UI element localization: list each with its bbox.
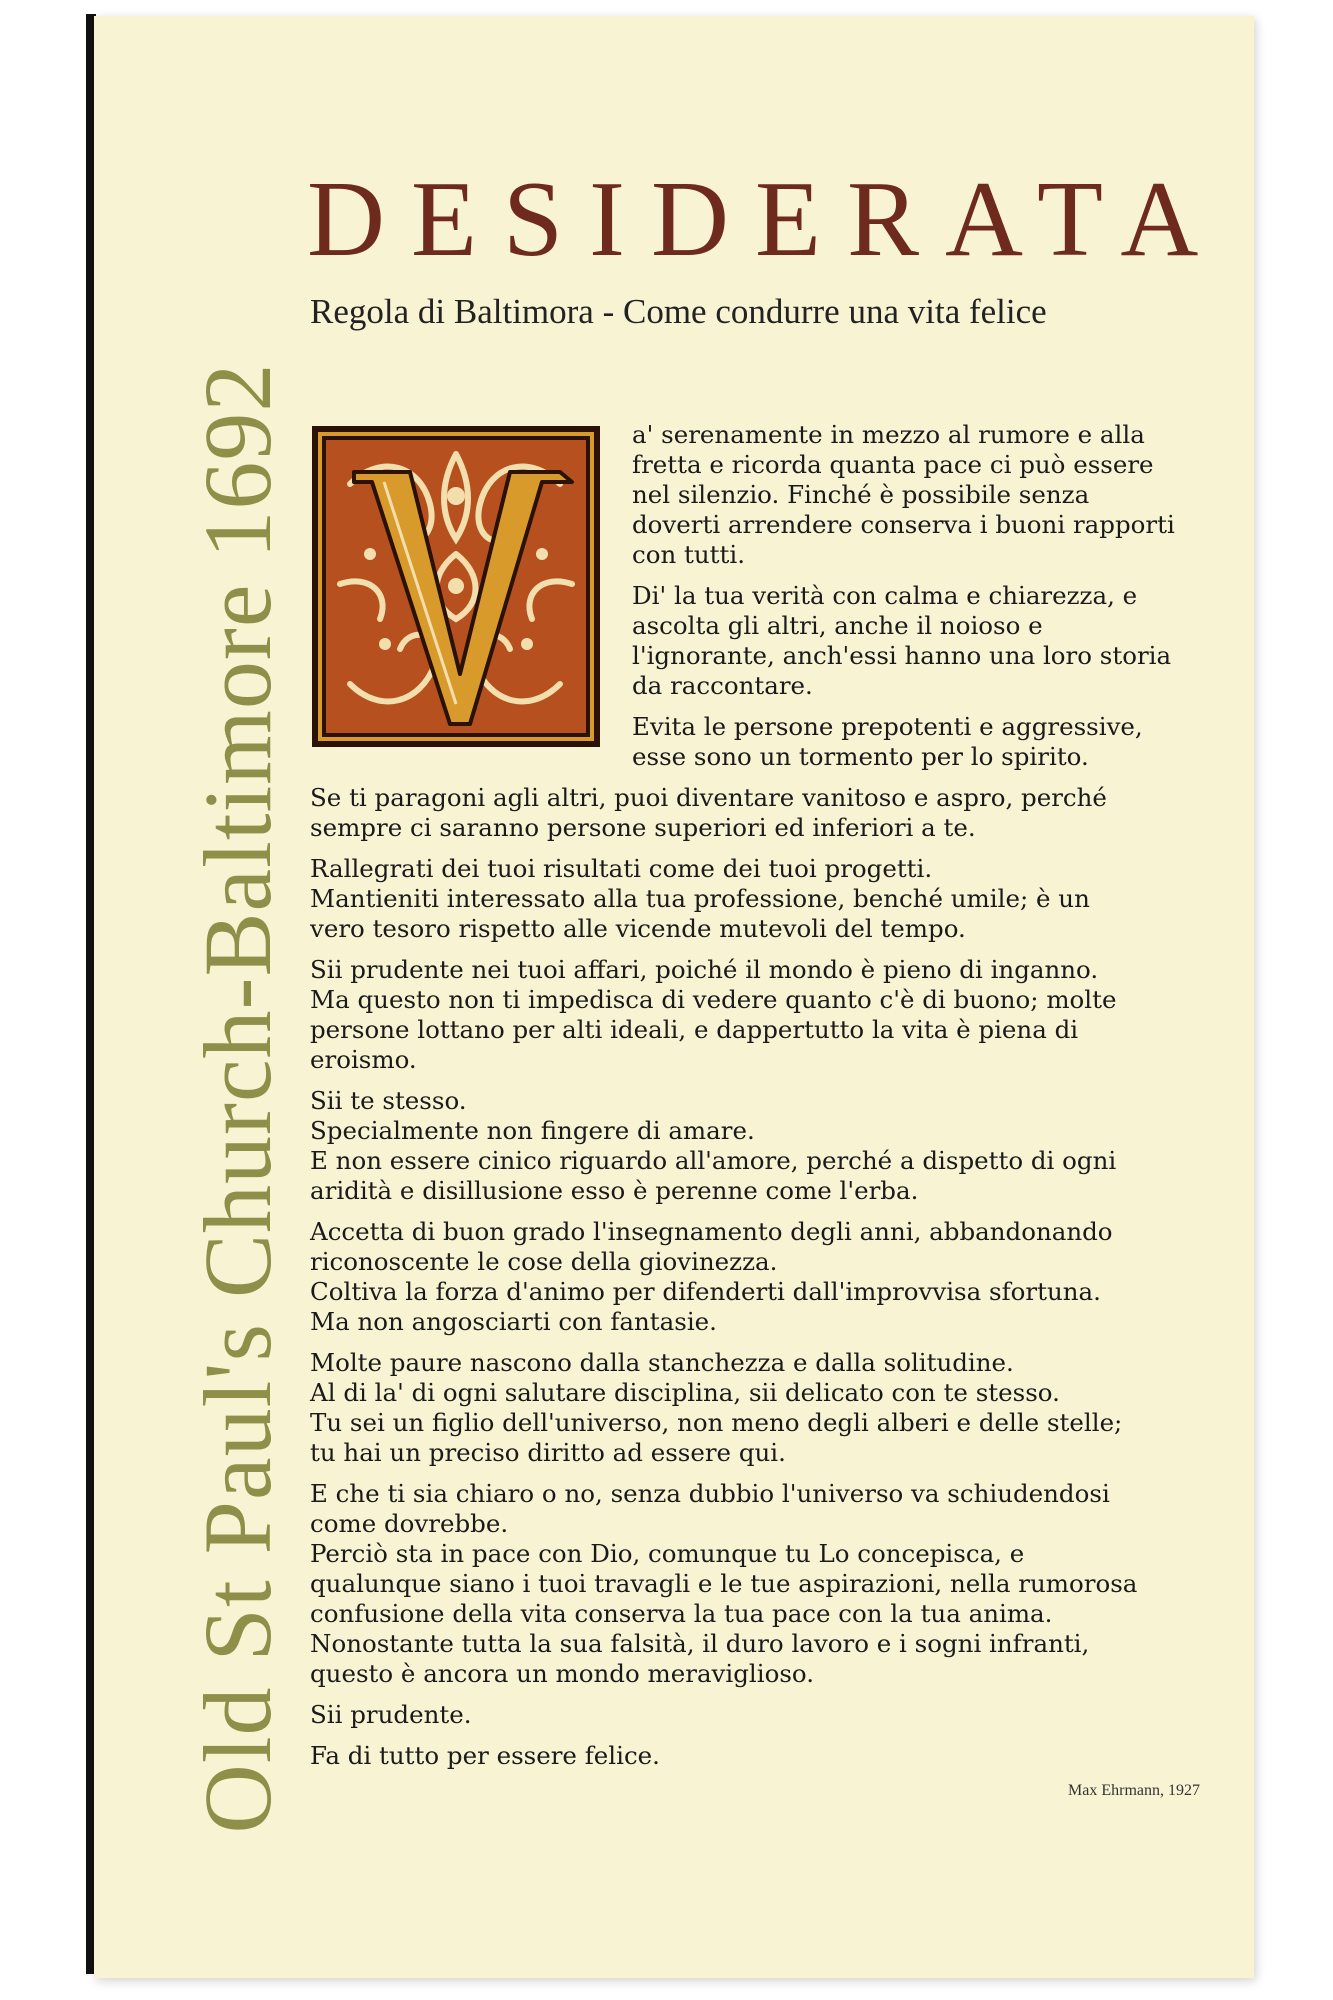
side-title xyxy=(184,148,291,2000)
poem-body xyxy=(310,420,1210,1782)
page-subtitle: Regola di Baltimora - Come condurre una vita felice xyxy=(310,292,1047,331)
side-title-rest: Paul's Church-Baltimore 1692 xyxy=(184,362,291,1555)
page-title: DESIDERATA xyxy=(307,160,1225,279)
author-signature: Max Ehrmann, 1927 xyxy=(1068,1782,1200,1799)
poem-paragraph: Fa di tutto per essere felice. xyxy=(310,1741,660,1770)
poem-paragraph: Se ti paragoni agli altri, puoi diventare vanitoso e aspro, perché sempre ci saranno persone superiori ed inferiori a te. xyxy=(310,783,1107,842)
poem-paragraph: Rallegrati dei tuoi risultati come dei tuoi progetti. Mantieniti interessato alla tua professione, benché umile; è un vero tesoro rispetto alle vicende mutevoli del tempo. xyxy=(310,854,1090,943)
side-title-prefix: Old St xyxy=(184,1579,291,1834)
poem-paragraph: Sii te stesso. Specialmente non fingere di amare. E non essere cinico riguardo all'amore, perché a dispetto di ogni aridità e disillusione esso è perenne come l'erba. xyxy=(310,1086,1117,1205)
poem-paragraph: a' serenamente in mezzo al rumore e alla fretta e ricorda quanta pace ci può essere nel silenzio. Finché è possibile senza doverti arrendere conserva i buoni rapporti con tutti. xyxy=(632,420,1175,569)
poem-paragraph: Sii prudente. xyxy=(310,1700,472,1729)
poem-paragraph: Molte paure nascono dalla stanchezza e dalla solitudine. Al di la' di ogni salutare disciplina, sii delicato con te stesso. Tu sei un figlio dell'universo, non meno degli alberi e delle stelle; tu hai un preciso diritto ad essere qui. xyxy=(310,1348,1123,1467)
poem-paragraph: Di' la tua verità con calma e chiarezza, e ascolta gli altri, anche il noioso e l'ignorante, anch'essi hanno una loro storia da raccontare. xyxy=(632,581,1172,700)
poem-paragraph: Evita le persone prepotenti e aggressive, esse sono un tormento per lo spirito. xyxy=(632,712,1143,771)
poem-paragraph: E che ti sia chiaro o no, senza dubbio l'universo va schiudendosi come dovrebbe. Perciò sta in pace con Dio, comunque tu Lo concepisca, e qualunque siano i tuoi travagli e le tue aspirazioni, nella rumorosa confusione della vita conserva la tua pace con la tua anima. Nonostante tutta la sua falsità, il duro lavoro e i sogni infranti, questo è ancora un mondo meraviglioso. xyxy=(310,1479,1138,1688)
poem-paragraph: Accetta di buon grado l'insegnamento degli anni, abbandonando riconoscente le cose della giovinezza. Coltiva la forza d'animo per difenderti dall'improvvisa sfortuna. Ma non angosciarti con fantasie. xyxy=(310,1217,1113,1336)
poem-paragraph: Sii prudente nei tuoi affari, poiché il mondo è pieno di inganno. Ma questo non ti impedisca di vedere quanto c'è di buono; molte persone lottano per alti ideali, e dappertutto la vita è piena di eroismo. xyxy=(310,955,1117,1074)
